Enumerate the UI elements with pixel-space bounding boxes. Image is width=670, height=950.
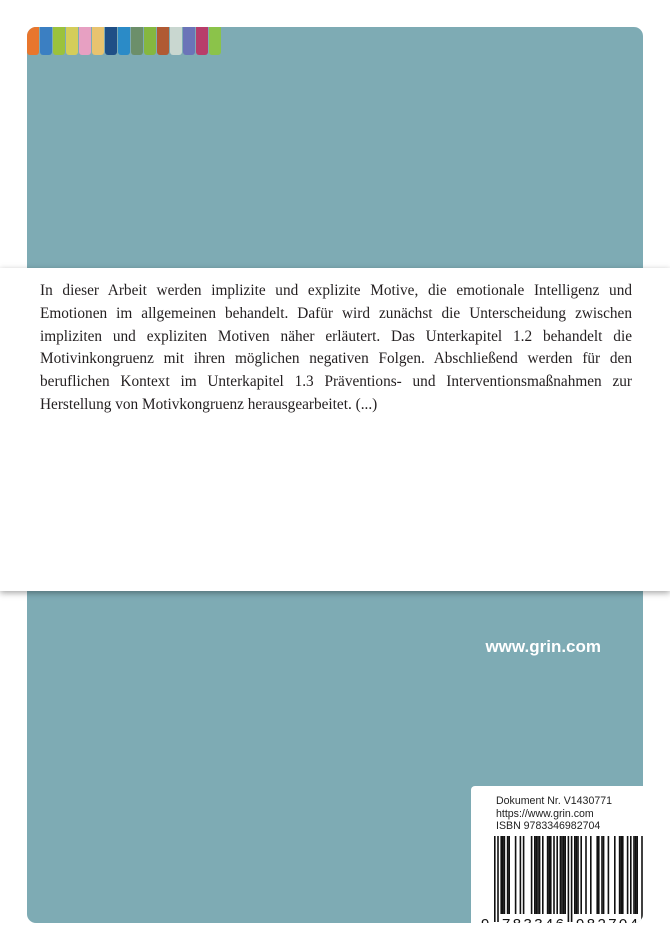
color-stripe [92,27,104,55]
barcode-bar [568,836,570,922]
barcode-bar [561,836,563,914]
color-stripe [170,27,182,55]
barcode-bar [608,836,610,914]
barcode-bar [548,836,550,914]
barcode-bar [564,836,566,914]
isbn-number: ISBN 9783346982704 [496,820,601,833]
barcode-bar [590,836,592,914]
barcode-bar [619,836,621,914]
barcode-bar [560,836,562,914]
barcode-left-digits: 783346 [502,916,564,931]
barcode-bar [539,836,541,914]
barcode-bar [523,836,525,914]
barcode-bar [537,836,539,914]
barcode-bar [520,836,522,914]
barcode-bar [580,836,582,914]
barcode-first-digit: 9 [481,916,490,931]
barcode-bar [502,836,504,914]
barcode-bar [577,836,579,914]
barcode-bar [574,836,576,914]
barcode-bar [585,836,587,914]
barcode-bar [635,836,637,914]
barcode-bar [547,836,549,914]
barcode-bar [504,836,506,914]
color-stripe [79,27,91,55]
color-stripe [105,27,117,55]
barcode-bar [576,836,578,914]
barcode-bar [556,836,558,914]
barcode-bar [614,836,616,914]
color-stripe [157,27,169,55]
color-stripe-band [27,27,222,55]
barcode-bar [636,836,638,914]
color-stripe [53,27,65,55]
color-stripe [40,27,52,55]
barcode-bar [542,836,544,914]
color-stripe [144,27,156,55]
blurb-panel [0,268,670,591]
barcode-bar [622,836,624,914]
barcode-bar [536,836,538,914]
barcode-bar [494,836,496,922]
isbn-barcode [480,836,643,931]
barcode-bar [627,836,629,914]
barcode-bar [630,836,632,914]
barcode-right-digits: 982704 [576,916,638,931]
barcode-bar [550,836,552,914]
publisher-website[interactable]: www.grin.com [485,637,601,656]
barcode-bar [601,836,603,914]
barcode-bar [596,836,598,914]
barcode-bar [497,836,499,922]
color-stripe [118,27,130,55]
color-stripe [27,27,39,55]
barcode-bar [507,836,509,914]
document-url[interactable]: https://www.grin.com [496,807,594,820]
barcode-bar [500,836,502,914]
barcode-bar [563,836,565,914]
isbn-info-box [471,786,643,931]
barcode-bar [531,836,533,914]
barcode-bar [571,836,573,922]
barcode-bar [633,836,635,914]
color-stripe [196,27,208,55]
barcode-bar [534,836,536,914]
color-stripe [183,27,195,55]
document-metadata [496,795,612,833]
barcode-bar [603,836,605,914]
color-stripe [66,27,78,55]
barcode-bar [641,836,643,922]
barcode-bar [598,836,600,914]
book-description: In dieser Arbeit werden implizite und explizite Motive, die emotionale Intelligenz und Emotionen im allgemeinen behandelt. Dafür wird zunächst die Unterscheidung zwischen impliziten und expliziten Motiven näher erläutert. Das Unterkapitel 1.2 behandelt die Motivinkongruenz mit ihren möglichen negativen Folgen. Abschließend werden für den beruflichen Kontext im Unterkapitel 1.3 Präventions- und Interventionsmaßnahmen zur Herstellung von Motivkongruenz herausgearbeitet. (...) [40,282,632,413]
barcode-bar [620,836,622,914]
color-stripe [209,27,221,55]
document-number: Dokument Nr. V1430771 [496,795,613,807]
barcode-bar [553,836,555,914]
barcode-bar [515,836,517,914]
color-stripe [131,27,143,55]
barcode-bar [508,836,510,914]
